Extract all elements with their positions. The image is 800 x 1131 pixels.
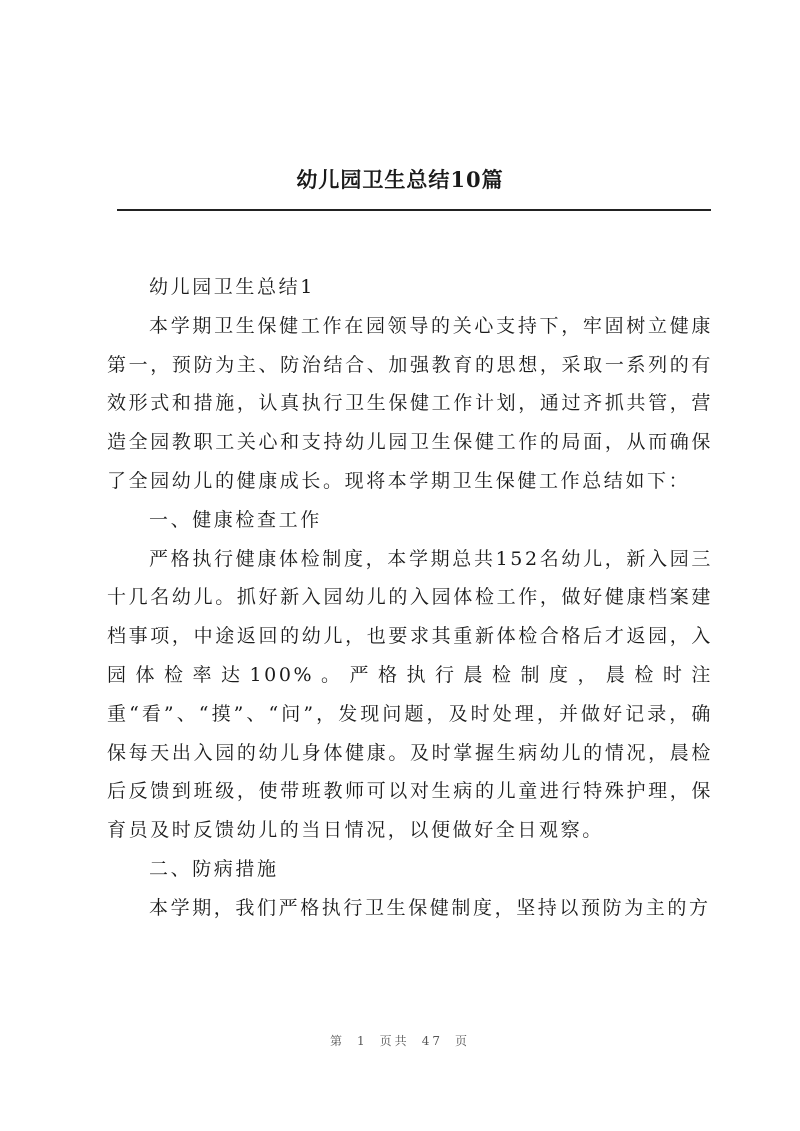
paragraph-prevention: 本学期，我们严格执行卫生保健制度，坚持以预防为主的方 bbox=[149, 896, 711, 919]
footer-total-pages: 47 bbox=[421, 1034, 443, 1048]
section-heading-prevention: 二、防病措施 bbox=[149, 857, 279, 880]
title-underline bbox=[117, 209, 711, 211]
footer-suffix: 页 bbox=[454, 1034, 470, 1048]
page-footer bbox=[0, 1032, 800, 1049]
footer-page-number: 1 bbox=[357, 1034, 368, 1048]
document-body bbox=[107, 268, 713, 928]
section-heading-1: 幼儿园卫生总结1 bbox=[149, 276, 315, 298]
footer-prefix: 第 bbox=[330, 1034, 346, 1048]
paragraph-intro: 本学期卫生保健工作在园领导的关心支持下，牢固树立健康第一，预防为主、防治结合、加强教育的思想，采取一系列的有效形式和措施，认真执行卫生保健工作计划，通过齐抓共管，营造全园教职工关心和支持幼儿园卫生保健工作的局面，从而确保了全园幼儿的健康成长。现将本学期卫生保健工作总结如下： bbox=[107, 314, 713, 492]
document-title: 幼儿园卫生总结10篇 bbox=[296, 167, 504, 192]
section-heading-health-check: 一、健康检查工作 bbox=[149, 508, 322, 531]
footer-middle: 页共 bbox=[379, 1034, 410, 1048]
paragraph-health-check: 严格执行健康体检制度，本学期总共152名幼儿，新入园三十几名幼儿。抓好新入园幼儿的入园体检工作，做好健康档案建档事项，中途返回的幼儿，也要求其重新体检合格后才返园，入园体检率达100%。严格执行晨检制度，晨检时注重“看”、“摸”、“问”，发现问题，及时处理，并做好记录，确保每天出入园的幼儿身体健康。及时掌握生病幼儿的情况，晨检后反馈到班级，使带班教师可以对生病的儿童进行特殊护理，保育员及时反馈幼儿的当日情况，以便做好全日观察。 bbox=[107, 547, 713, 842]
